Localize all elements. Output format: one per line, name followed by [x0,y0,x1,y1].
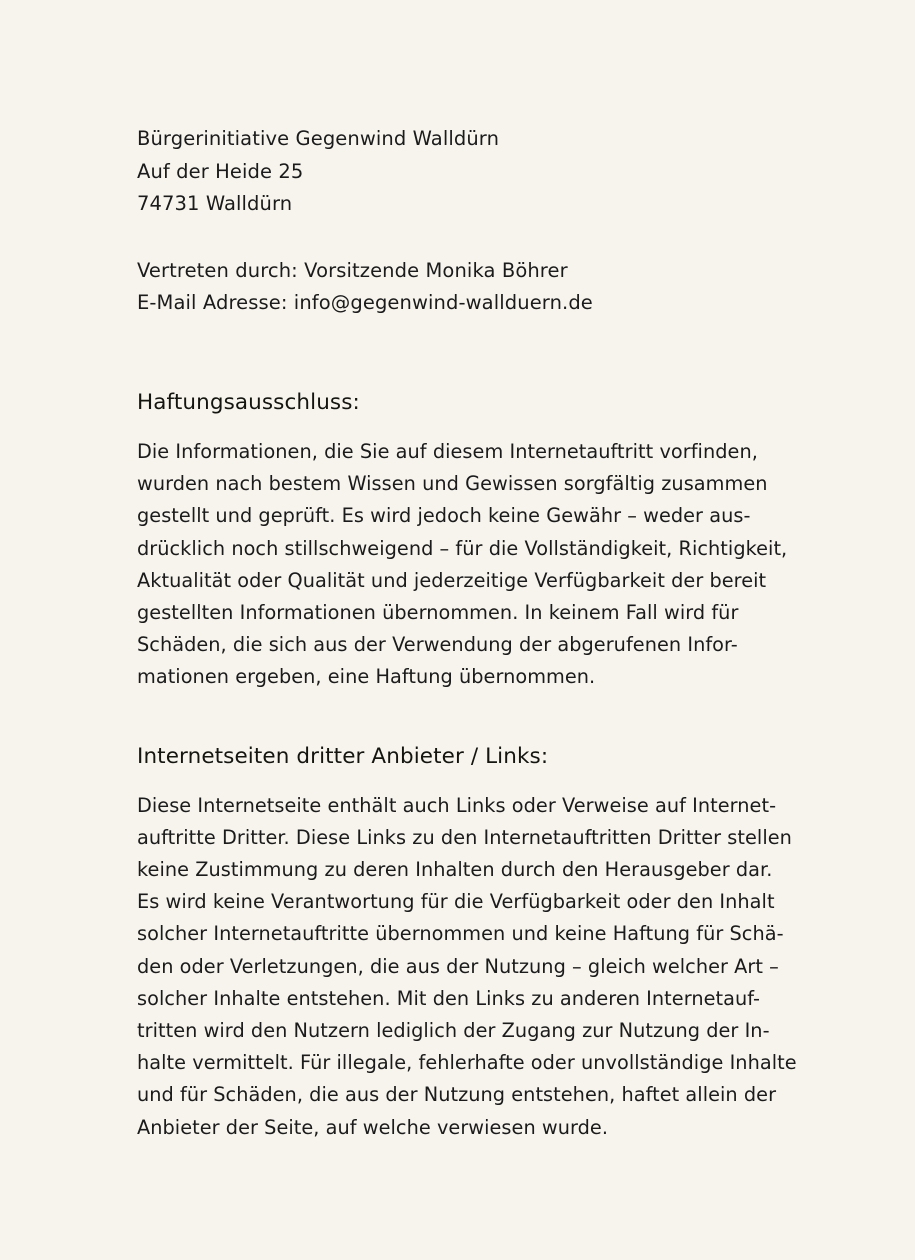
paragraph-line: und für Schäden, die aus der Nutzung entstehen, haftet allein der [137,1083,777,1107]
paragraph-line: mationen ergeben, eine Haftung übernommen. [137,665,596,689]
paragraph-line: drücklich noch stillschweigend – für die Vollständigkeit, Richtigkeit, [137,536,788,560]
section-liability-disclaimer [137,388,788,694]
organization-address-block [137,123,777,221]
paragraph-line: Anbieter der Seite, auf welche verwiesen wurde. [137,1115,609,1139]
paragraph-line: Diese Internetseite enthält auch Links oder Verweise auf Internet- [137,793,777,817]
organization-name: Bürgerinitiative Gegenwind Walldürn [137,127,500,150]
spacer-heading-body-2 [137,772,777,790]
paragraph-line: Aktualität oder Qualität und jederzeitige Verfügbarkeit der bereit [137,568,767,592]
organization-city: 74731 Walldürn [137,192,293,216]
paragraph-line: Die Informationen, die Sie auf diesem Internetauftritt vorfinden, [137,439,758,463]
spacer-after-address [137,221,777,255]
spacer-heading-body-1 [137,418,777,436]
paragraph-line: gestellten Informationen übernommen. In keinem Fall wird für [137,600,739,624]
document-content [137,123,797,1144]
section-third-party-links [137,742,797,1144]
paragraph-line: halte vermittelt. Für illegale, fehlerhafte oder unvollständige Inhalte [137,1051,797,1075]
paragraph-line: gestellt und geprüft. Es wird jedoch keine Gewähr – weder aus- [137,504,751,528]
links-section-heading: Internetseiten dritter Anbieter / Links: [137,743,549,769]
email-address-line: E-Mail Adresse: info@gegenwind-wallduern.de [137,291,593,315]
paragraph-line: Es wird keine Verantwortung für die Verfügbarkeit oder den Inhalt [137,890,775,914]
paragraph-line: tritten wird den Nutzern lediglich der Zugang zur Nutzung der In- [137,1019,770,1043]
spacer-before-links-section [137,694,777,742]
paragraph-line: solcher Internetauftritte übernommen und keine Haftung für Schä- [137,922,784,946]
contact-block [137,255,777,320]
links-section-paragraph [137,790,797,1144]
paragraph-line: keine Zustimmung zu deren Inhalten durch den Herausgeber dar. [137,858,773,881]
paragraph-line: den oder Verletzungen, die aus der Nutzung – gleich welcher Art – [137,954,779,978]
represented-by-line: Vertreten durch: Vorsitzende Monika Böhrer [137,258,568,282]
paragraph-line: Schäden, die sich aus der Verwendung der abgerufenen Infor- [137,633,738,657]
paragraph-line: wurden nach bestem Wissen und Gewissen sorgfältig zusammen [137,472,768,496]
spacer-before-liability-section [137,320,777,388]
paragraph-line: solcher Inhalte entstehen. Mit den Links zu anderen Internetauf- [137,986,761,1010]
liability-section-heading: Haftungsausschluss: [137,389,360,415]
organization-street: Auf der Heide 25 [137,159,304,183]
liability-section-paragraph [137,436,788,694]
paragraph-line: auftritte Dritter. Diese Links zu den Internetauftritten Dritter stellen [137,825,792,849]
